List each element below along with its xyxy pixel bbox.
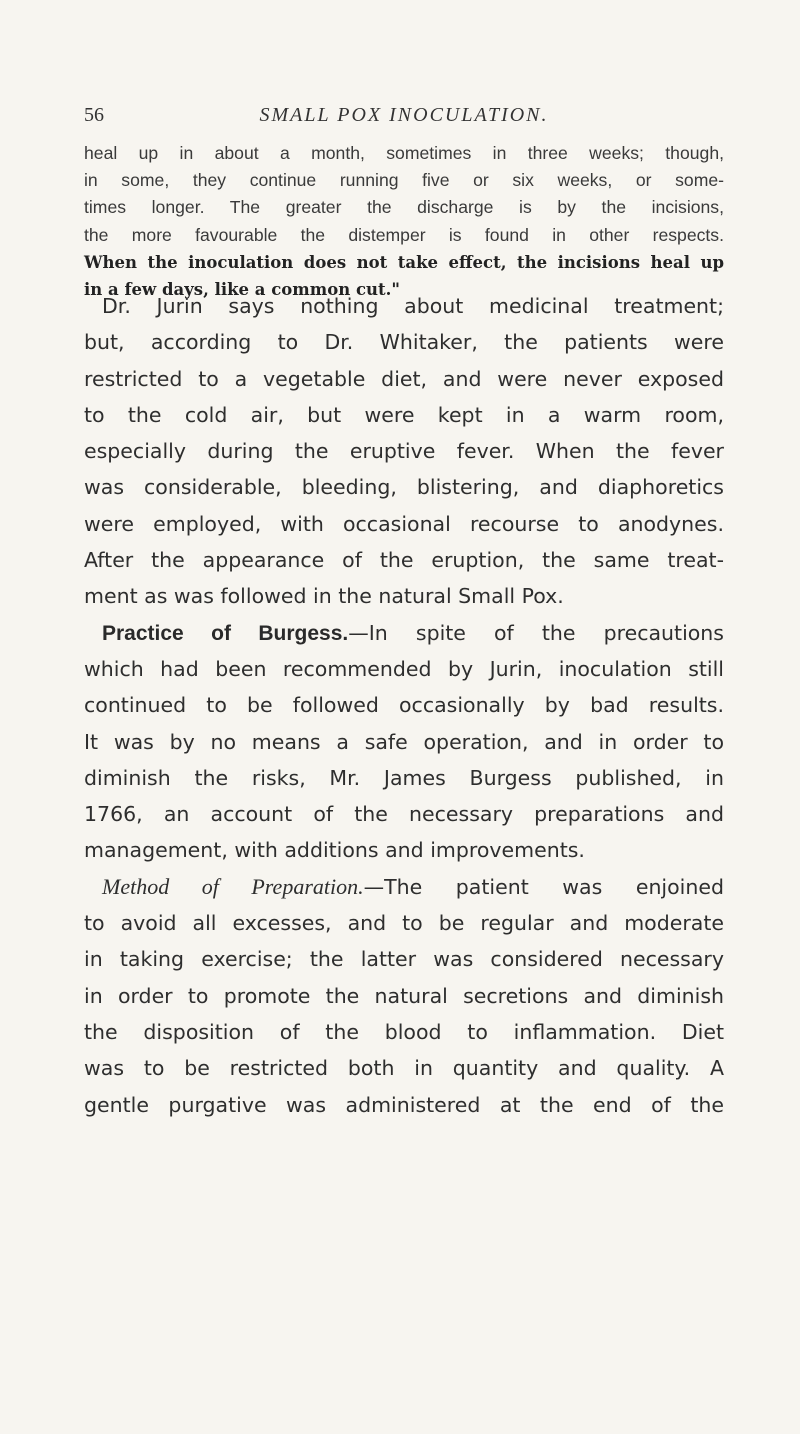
body-line: but, according to Dr. Whitaker, the patients were <box>84 330 724 355</box>
section-opening-line <box>84 869 724 905</box>
quote-line: times longer. The greater the discharge is by the incisions, <box>84 197 724 218</box>
section-heading-method: Method of Preparation. <box>102 873 364 899</box>
body-line: were employed, with occasional recourse to anodynes. <box>84 511 724 536</box>
body-line-rest: —In spite of the precautions <box>348 620 724 645</box>
body-line: in taking exercise; the latter was considered necessary <box>84 947 724 972</box>
body-line: management, with additions and improvements. <box>84 838 585 863</box>
running-title: SMALL POX INOCULATION. <box>259 104 549 126</box>
body-line: the disposition of the blood to inflammation. Diet <box>84 1019 724 1044</box>
quoted-passage <box>84 140 724 303</box>
section-heading-burgess: Practice of Burgess. <box>102 621 349 645</box>
body-line: was considerable, bleeding, blistering, and diaphoretics <box>84 475 724 500</box>
body-line: diminish the risks, Mr. James Burgess published, in <box>84 765 724 790</box>
body-line: which had been recommended by Jurin, inoculation still <box>84 656 724 681</box>
body-line-rest: —The patient was enjoined <box>363 874 724 899</box>
body-line: especially during the eruptive fever. When the fever <box>84 439 724 464</box>
body-line: After the appearance of the eruption, the same treat- <box>84 548 724 573</box>
quote-line: in some, they continue running five or six weeks, or some- <box>84 170 724 191</box>
body-text <box>84 288 724 1123</box>
running-head <box>84 104 724 134</box>
body-line: restricted to a vegetable diet, and were never exposed <box>84 366 724 391</box>
quote-line: heal up in about a month, sometimes in three weeks; though, <box>84 143 724 163</box>
section-opening-line <box>84 615 724 651</box>
body-line: to avoid all excesses, and to be regular and moderate <box>84 911 724 936</box>
body-line: ment as was followed in the natural Small Pox. <box>84 584 564 609</box>
quote-line: the more favourable the distemper is found in other respects. <box>84 224 724 245</box>
body-line: continued to be followed occasionally by bad results. <box>84 693 724 718</box>
body-line: gentle purgative was administered at the end of the <box>84 1092 724 1117</box>
body-line: in order to promote the natural secretions and diminish <box>84 983 724 1008</box>
body-line: was to be restricted both in quantity and quality. A <box>84 1056 724 1081</box>
body-line: 1766, an account of the necessary preparations and <box>84 802 724 827</box>
body-line: It was by no means a safe operation, and in order to <box>84 729 724 754</box>
quote-line: When the inoculation does not take effect, the incisions heal up <box>84 252 724 272</box>
body-line: to the cold air, but were kept in a warm room, <box>84 402 724 427</box>
quote-line: in a few days, like a common cut." <box>84 279 400 299</box>
page-number: 56 <box>84 104 104 126</box>
body-line: Dr. Jurin says nothing about medicinal treatment; <box>102 294 724 318</box>
